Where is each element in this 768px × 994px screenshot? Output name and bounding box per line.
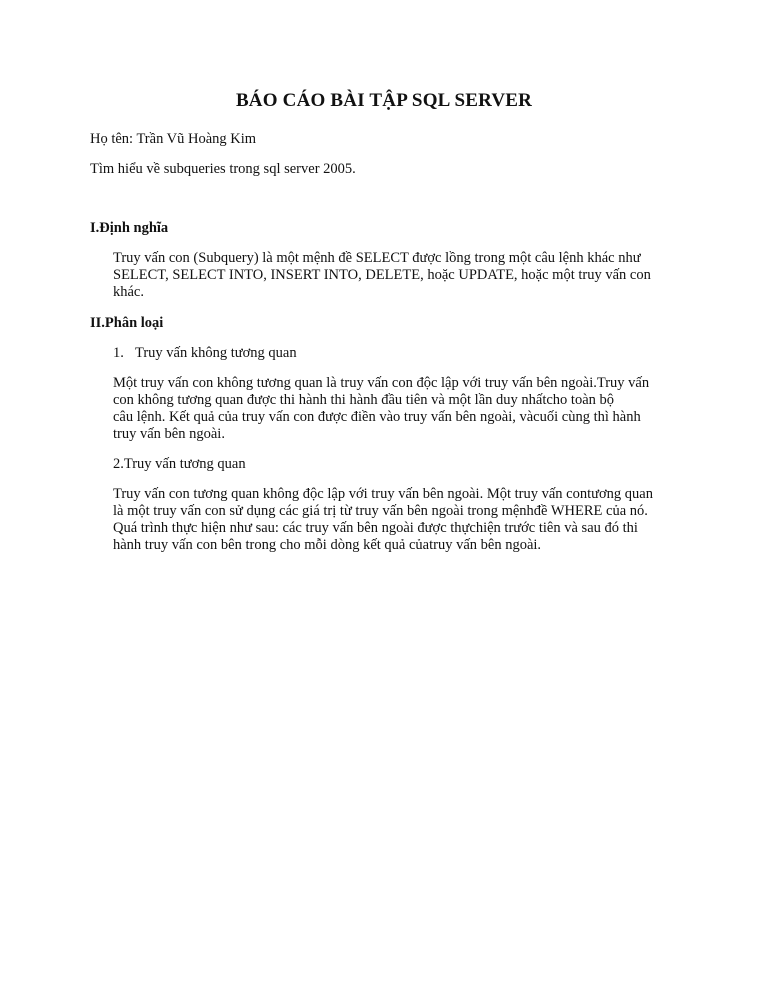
- paragraph-line: câu lệnh. Kết quả của truy vấn con được điền vào truy vấn bên ngoài, vàcuối cùng thì hành: [113, 409, 641, 425]
- paragraph-line: hành truy vấn con bên trong cho mỗi dòng kết quả củatruy vấn bên ngoài.: [113, 537, 542, 553]
- topic-line: Tìm hiểu về subqueries trong sql server 2005.: [90, 161, 356, 177]
- author-line: Họ tên: Trần Vũ Hoàng Kim: [90, 131, 257, 147]
- correlated-paragraph: [113, 486, 683, 554]
- list-item-correlated: 2.Truy vấn tương quan: [113, 456, 246, 472]
- definition-paragraph: [113, 250, 683, 301]
- document-title: BÁO CÁO BÀI TẬP SQL SERVER: [235, 90, 533, 111]
- paragraph-line: SELECT, SELECT INTO, INSERT INTO, DELETE, hoặc UPDATE, hoặc một truy vấn con: [113, 267, 651, 283]
- paragraph-line: Truy vấn con tương quan không độc lập với truy vấn bên ngoài. Một truy vấn contương quan: [113, 486, 653, 502]
- paragraph-line: Truy vấn con (Subquery) là một mệnh đề SELECT được lồng trong một câu lệnh khác như: [113, 250, 641, 266]
- uncorrelated-paragraph: [113, 375, 683, 443]
- paragraph-line: khác.: [113, 284, 144, 300]
- list-item-number: 1.: [113, 345, 124, 361]
- paragraph-line: Một truy vấn con không tương quan là truy vấn con độc lập với truy vấn bên ngoài.Truy vấn: [113, 375, 650, 391]
- list-item-label: Truy vấn không tương quan: [135, 345, 297, 361]
- section-heading-definition: I.Định nghĩa: [90, 220, 169, 236]
- paragraph-line: Quá trình thực hiện như sau: các truy vấn bên ngoài được thựchiện trước tiên và sau đó thi: [113, 520, 638, 536]
- paragraph-line: con không tương quan được thi hành thi hành đầu tiên và một lần duy nhấtcho toàn bộ: [113, 392, 615, 408]
- list-item-uncorrelated: [113, 345, 297, 362]
- paragraph-line: là một truy vấn con sử dụng các giá trị từ truy vấn bên ngoài trong mệnhđề WHERE của nó.: [113, 503, 648, 519]
- paragraph-line: truy vấn bên ngoài.: [113, 426, 225, 442]
- section-heading-classification: II.Phân loại: [90, 315, 164, 331]
